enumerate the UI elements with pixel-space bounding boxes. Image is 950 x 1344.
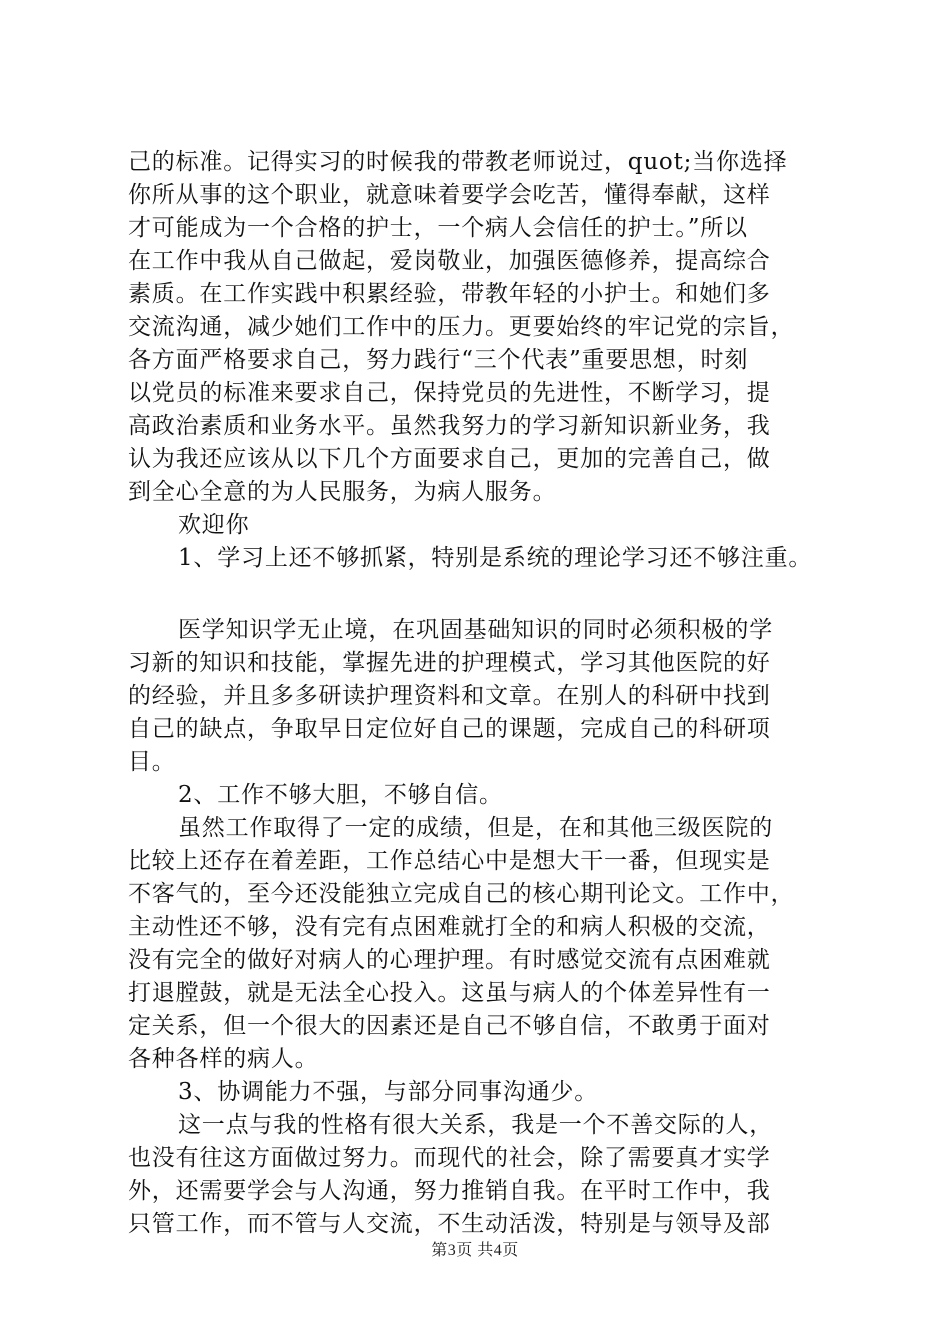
text-line: 高政治素质和业务水平。虽然我努力的学习新知识新业务，我 xyxy=(128,413,771,439)
paragraph-gap xyxy=(128,575,848,614)
text-line: 素质。在工作实践中积累经验，带教年轻的小护士。和她们多 xyxy=(128,281,771,307)
text-line: 定关系，但一个很大的因素还是自己不够自信，不敢勇于面对 xyxy=(128,1013,771,1039)
text-line: 医学知识学无止境，在巩固基础知识的同时必须积极的学 xyxy=(178,617,773,643)
text-line: 欢迎你 xyxy=(178,512,250,538)
text-line: 没有完全的做好对病人的心理护理。有时感觉交流有点困难就 xyxy=(128,947,771,973)
text-line: 认为我还应该从以下几个方面要求自己，更加的完善自己，做 xyxy=(128,446,771,472)
section-heading: 2、工作不够大胆，不够自信。 xyxy=(178,782,503,808)
text-line: 你所从事的这个职业，就意味着要学会吃苦，懂得奉献，这样 xyxy=(128,182,771,208)
text-line: 各方面严格要求自己，努力践行“三个代表”重要思想，时刻 xyxy=(128,347,749,373)
text-line: 在工作中我从自己做起，爱岗敬业，加强医德修养，提高综合 xyxy=(128,248,771,274)
text-line: 以党员的标准来要求自己，保持党员的先进性，不断学习，提 xyxy=(128,380,771,406)
text-line: 比较上还存在着差距，工作总结心中是想大干一番，但现实是 xyxy=(128,848,771,874)
text-line: 也没有往这方面做过努力。而现代的社会，除了需要真才实学 xyxy=(128,1145,771,1171)
text-line: 到全心全意的为人民服务，为病人服务。 xyxy=(128,479,557,505)
section-heading: 1、学习上还不够抓紧，特别是系统的理论学习还不够注重。 xyxy=(178,545,813,571)
text-line: 只管工作，而不管与人交流，不生动活泼，特别是与领导及部 xyxy=(128,1211,771,1237)
text-line: 才可能成为一个合格的护士，一个病人会信任的护士。”所以 xyxy=(128,215,748,241)
page-number: 第3页 共4页 xyxy=(431,1242,519,1259)
document-body xyxy=(128,146,848,1241)
text-line: 的经验，并且多多研读护理资料和文章。在别人的科研中找到 xyxy=(128,683,771,709)
section-heading: 3、协调能力不强，与部分同事沟通少。 xyxy=(178,1079,599,1105)
text-line: 各种各样的病人。 xyxy=(128,1046,319,1072)
text-line: 交流沟通，减少她们工作中的压力。更要始终的牢记党的宗旨， xyxy=(128,314,795,340)
text-line: 目。 xyxy=(128,749,176,775)
text-line: 自己的缺点，争取早日定位好自己的课题，完成自己的科研项 xyxy=(128,716,771,742)
text-line: 这一点与我的性格有很大关系，我是一个不善交际的人， xyxy=(178,1112,773,1138)
text-line: 打退膛鼓，就是无法全心投入。这虽与病人的个体差异性有一 xyxy=(128,980,771,1006)
text-line: 习新的知识和技能，掌握先进的护理模式，学习其他医院的好 xyxy=(128,650,771,676)
text-line: 外，还需要学会与人沟通，努力推销自我。在平时工作中，我 xyxy=(128,1178,771,1204)
text-line: 虽然工作取得了一定的成绩，但是，在和其他三级医院的 xyxy=(178,815,773,841)
text-line: 己的标准。记得实习的时候我的带教老师说过，quot;当你选择 xyxy=(128,149,788,175)
text-line: 主动性还不够，没有完有点困难就打全的和病人积极的交流， xyxy=(128,914,771,940)
text-line: 不客气的，至今还没能独立完成自己的核心期刊论文。工作中， xyxy=(128,881,795,907)
